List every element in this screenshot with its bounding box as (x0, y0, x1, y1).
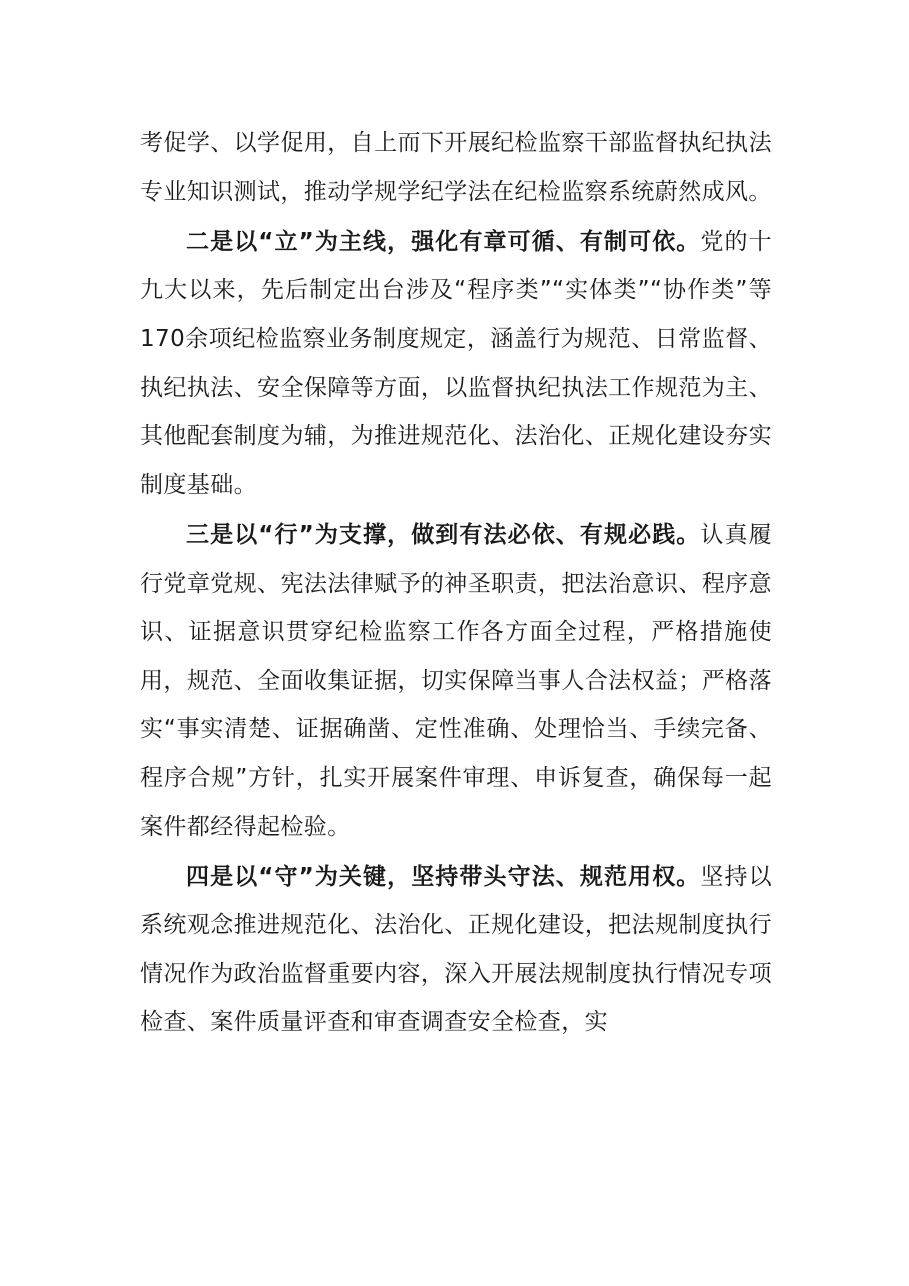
paragraph-3-text: 认真履行党章党规、宪法法律赋予的神圣职责，把法治意识、程序意识、证据意识贯穿纪检监察工作各方面全过程，严格措施使用，规范、全面收集证据，切实保障当事人合法权益；严格落实“事实清楚、证据确凿、定性准确、处理恰当、手续完备、程序合规”方针，扎实开展案件审理、申诉复查，确保每一起案件都经得起检验。 (140, 521, 772, 840)
paragraph-1-text: 考促学、以学促用，自上而下开展纪检监察干部监督执纪执法专业知识测试，推动学规学纪学法在纪检监察系统蔚然成风。 (140, 130, 772, 205)
paragraph-3-lead: 三是以“行”为支撑，做到有法必依、有规必践。 (186, 521, 701, 548)
paragraph-3 (140, 511, 772, 851)
paragraph-4 (140, 853, 772, 1047)
paragraph-4-text: 坚持以系统观念推进规范化、法治化、正规化建设，把法规制度执行情况作为政治监督重要内容，深入开展法规制度执行情况专项检查、案件质量评查和审查调查安全检查，实 (140, 863, 772, 1036)
paragraph-2-text: 党的十九大以来，先后制定出台涉及“程序类”“实体类”“协作类”等170余项纪检监察业务制度规定，涵盖行为规范、日常监督、执纪执法、安全保障等方面，以监督执纪执法工作规范为主、其他配套制度为辅，为推进规范化、法治化、正规化建设夯实制度基础。 (140, 228, 772, 498)
paragraph-1 (140, 119, 772, 216)
paragraph-2-lead: 二是以“立”为主线，强化有章可循、有制可依。 (186, 228, 701, 255)
paragraph-4-lead: 四是以“守”为关键，坚持带头守法、规范用权。 (186, 863, 701, 890)
document-body (140, 119, 772, 1049)
paragraph-2 (140, 218, 772, 510)
